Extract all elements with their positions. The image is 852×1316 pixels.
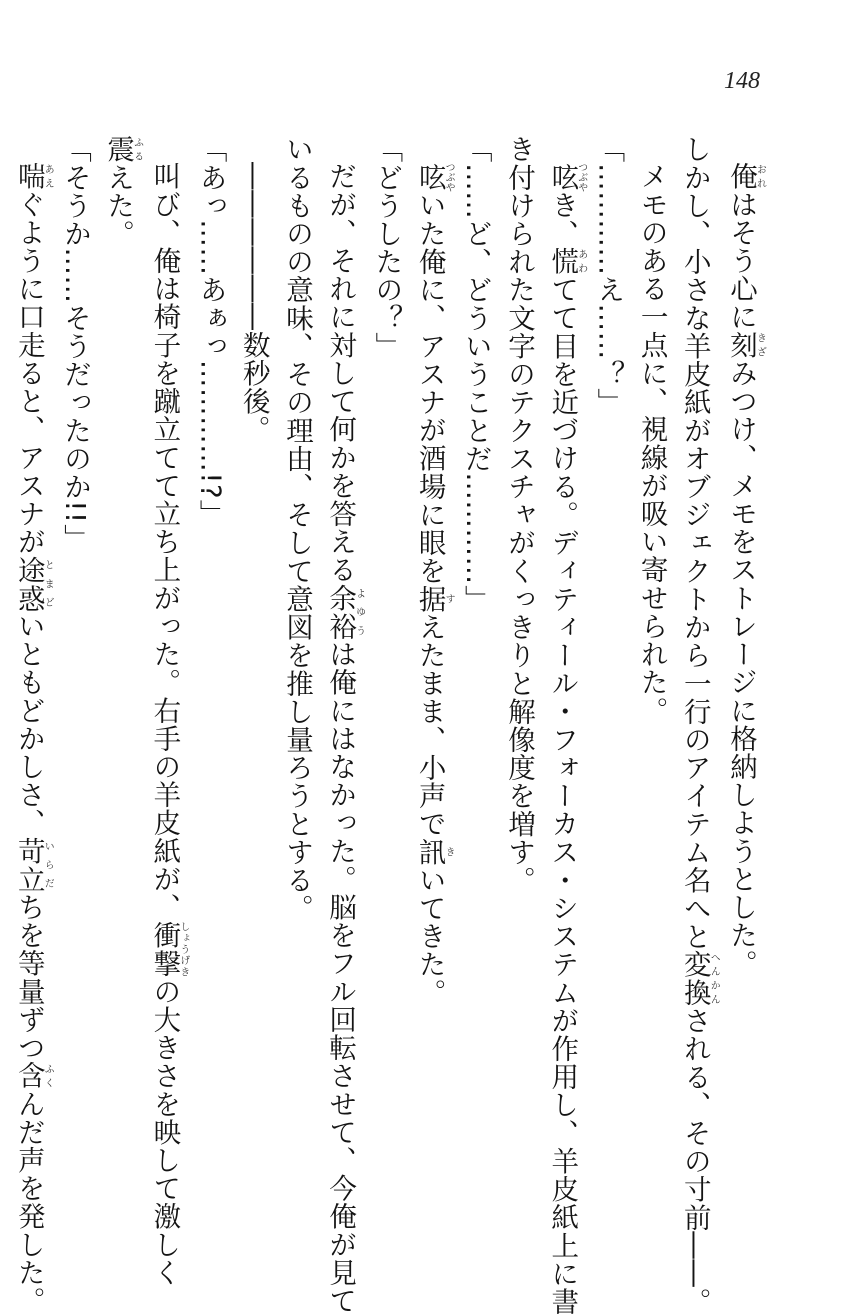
ruby-annotation: 含ふく [12, 1061, 54, 1090]
text-line: しかし、小さな羊皮紙がオブジェクトから一行のアイテム名へと変換へんかんされる、その寸前――。 [678, 135, 720, 1316]
text-line: メモのある一点に、視線が吸い寄せられた。 [635, 162, 668, 725]
text-line: 震ふるえた。 [102, 135, 143, 248]
text-line: 叫び、俺は椅子を蹴立てて立ち上がった。右手の羊皮紙が、衝撃しょうげきの大きさを映して激しく [148, 162, 189, 1287]
text-line: 呟つぶやいた俺に、アスナが酒場に眼を据すえたまま、小声で訊きいてきた。 [413, 162, 455, 1007]
ruby-annotation: 訊き [413, 837, 455, 866]
page-number: 148 [724, 68, 760, 94]
text-line: ――――――数秒後。 [237, 162, 270, 444]
text-line: 俺おれはそう心に刻きざみつけ、メモをストレージに格納しようとした。 [725, 162, 766, 978]
ruby-annotation: 呟つぶや [546, 162, 587, 192]
text-line: 「どうしたの？」 [370, 135, 403, 360]
ruby-annotation: 喘あえ [12, 162, 54, 191]
ruby-annotation: 慌あわ [546, 247, 587, 276]
ruby-annotation: 途惑とまど [12, 555, 54, 612]
ruby-annotation: 俺おれ [725, 162, 766, 191]
text-line: 「…………え……？」 [592, 135, 625, 417]
ruby-annotation: 苛立いらだ [12, 836, 54, 893]
text-line: 「そうか……そうだったのか!!」 [58, 135, 91, 552]
text-line: 呟つぶやき、慌あわてて目を近づける。ディティール・フォーカス・システムが作用し、羊皮紙上に書 [546, 162, 587, 1316]
ruby-annotation: 据す [413, 584, 455, 613]
text-line: き付けられた文字のテクスチャがくっきりと解像度を増す。 [502, 135, 535, 894]
ruby-annotation: 変換へんかん [678, 950, 720, 1007]
ruby-annotation: 呟つぶや [413, 162, 455, 192]
vertical-body-text [12, 135, 766, 1316]
text-line: 「……ど、どういうことだ…………」 [459, 135, 492, 613]
ruby-annotation: 余裕よゆう [324, 583, 365, 640]
ruby-annotation: 刻きざ [725, 330, 766, 359]
ruby-annotation: 衝撃しょうげき [148, 920, 189, 978]
text-line: 「あっ……あぁっ…………!?」 [194, 135, 227, 528]
text-line: だが、それに対して何かを答える余裕よゆうは俺にはなかった。脳をフル回転させて、今俺が見て [324, 162, 365, 1315]
text-line: いるものの意味、その理由、そして意図を推し量ろうとする。 [280, 135, 313, 923]
ruby-annotation: 震ふる [102, 135, 143, 164]
text-line: 喘あえぐように口走ると、アスナが途惑とまどいともどかしさ、苛立いらだちを等量ずつ含ふくんだ声を発した。 [12, 162, 54, 1315]
